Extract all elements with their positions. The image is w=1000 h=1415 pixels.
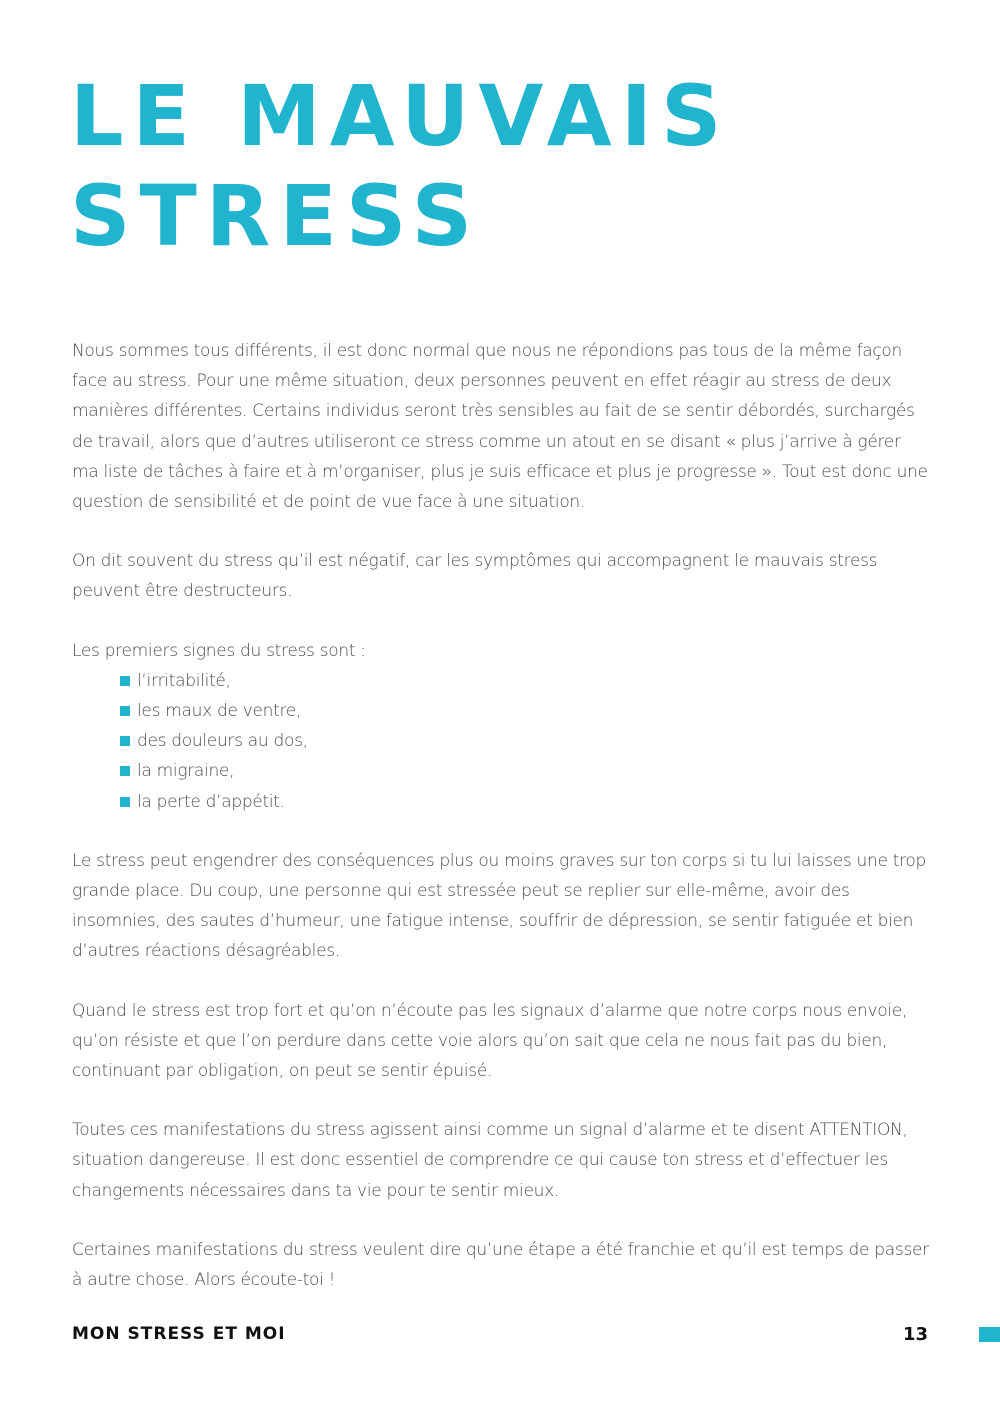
page-edge-tab xyxy=(979,1327,1000,1342)
paragraph-2: On dit souvent du stress qu’il est négatif, car les symptômes qui accompagnent le mauvais stress peuvent être destructeurs. xyxy=(72,551,878,602)
list-item-text: des douleurs au dos, xyxy=(137,731,308,752)
square-bullet-icon xyxy=(120,797,130,807)
list-item xyxy=(120,787,932,817)
list-item-text: l’irritabilité, xyxy=(137,670,231,691)
page-number: 13 xyxy=(902,1324,928,1345)
footer-book-title: MON STRESS ET MOI xyxy=(72,1324,286,1344)
paragraph-4: Quand le stress est trop fort et qu’on n’écoute pas les signaux d’alarme que notre corps nous envoie, qu’on résiste et que l’on perdure dans cette voie alors qu’on sait que cela ne nous fait pas du bien, continuant par obligation, on peut se sentir épuisé. xyxy=(72,1000,908,1082)
page-title xyxy=(70,66,730,266)
square-bullet-icon xyxy=(120,676,130,686)
body-text xyxy=(72,336,932,1324)
page-title-line-1: LE MAUVAIS xyxy=(70,67,731,165)
square-bullet-icon xyxy=(120,766,130,776)
list-item-text: les maux de ventre, xyxy=(137,701,302,722)
square-bullet-icon xyxy=(120,736,130,746)
list-item xyxy=(120,756,932,786)
bullet-list-intro: Les premiers signes du stress sont : xyxy=(72,640,366,661)
page-title-line-2: STRESS xyxy=(70,167,482,265)
list-item xyxy=(120,666,932,696)
list-item-text: la migraine, xyxy=(137,761,235,782)
list-item-text: la perte d’appétit. xyxy=(137,791,285,812)
paragraph-5: Toutes ces manifestations du stress agissent ainsi comme un signal d’alarme et te disent ATTENTION, situation dangereuse. Il est donc essentiel de comprendre ce qui cause ton stress et d’effectuer les changements nécessaires dans ta vie pour te sentir mieux. xyxy=(72,1120,908,1201)
symptoms-list xyxy=(72,666,932,817)
paragraph-6: Certaines manifestations du stress veulent dire qu’une étape a été franchie et qu’il est temps de passer à autre chose. Alors écoute-toi ! xyxy=(72,1239,929,1291)
square-bullet-icon xyxy=(120,706,130,716)
paragraph-1: Nous sommes tous différents, il est donc normal que nous ne répondions pas tous de la même façon face au stress. Pour une même situation, deux personnes peuvent en effet réagir au stress de deux manières différentes. Certains individus seront très sensibles au fait de se sentir débordés, surchargés de travail, alors que d’autres utiliseront ce stress comme un atout en se disant « plus j’arrive à gérer ma liste de tâches à faire et à m’organiser, plus je suis efficace et plus je progresse ». Tout est donc une question de sensibilité et de point de vue face à une situation. xyxy=(72,341,928,513)
paragraph-3: Le stress peut engendrer des conséquences plus ou moins graves sur ton corps si tu lui laisses une trop grande place. Du coup, une personne qui est stressée peut se replier sur elle-même, avoir des insomnies, des sautes d’humeur, une fatigue intense, souffrir de dépression, se sentir fatiguée et bien d’autres réactions désagréables. xyxy=(72,850,927,962)
list-item xyxy=(120,726,932,756)
list-item xyxy=(120,696,932,726)
